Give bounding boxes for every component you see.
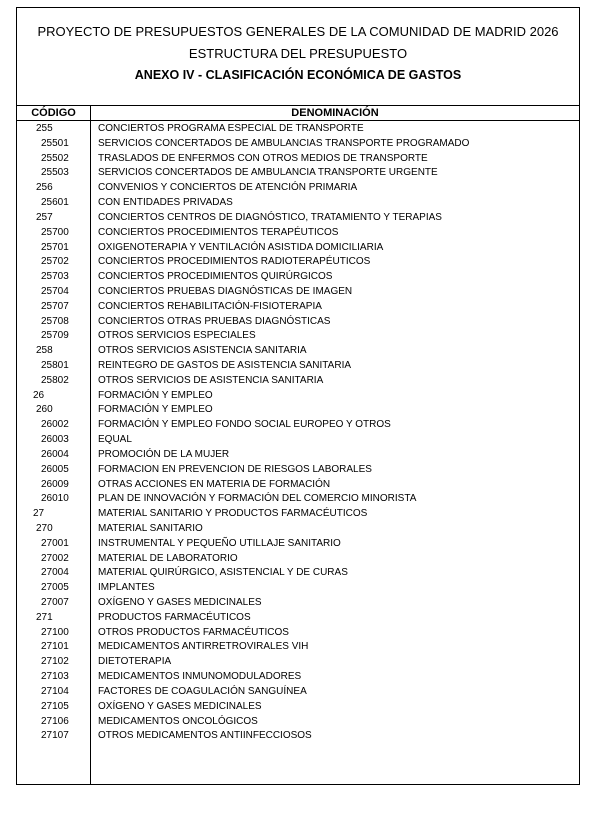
table-row [17, 448, 579, 463]
row-code: 256 [36, 182, 53, 194]
row-code: 25503 [41, 167, 69, 179]
row-denomination: DIETOTERAPIA [98, 656, 172, 668]
table-row [17, 403, 579, 418]
row-code: 25502 [41, 152, 69, 164]
row-denomination: PLAN DE INNOVACIÓN Y FORMACIÓN DEL COMERCIO MINORISTA [98, 493, 417, 505]
row-denomination: OTROS MEDICAMENTOS ANTIINFECCIOSOS [98, 730, 312, 742]
table-row [17, 463, 579, 478]
row-denomination: CON ENTIDADES PRIVADAS [98, 197, 233, 209]
column-header-denomination: DENOMINACIÓN [291, 107, 379, 119]
document-header [17, 8, 579, 103]
row-denomination: PROMOCIÓN DE LA MUJER [98, 448, 230, 460]
table-row [17, 522, 579, 537]
table-row [17, 359, 579, 374]
row-denomination: IMPLANTES [98, 582, 155, 594]
table-row [17, 241, 579, 256]
table-row [17, 226, 579, 241]
table-row [17, 389, 579, 404]
row-denomination: OTROS SERVICIOS ASISTENCIA SANITARIA [98, 345, 307, 357]
table-body [17, 122, 579, 744]
row-code: 260 [36, 404, 53, 416]
row-denomination: MATERIAL DE LABORATORIO [98, 552, 238, 564]
row-denomination: FACTORES DE COAGULACIÓN SANGUÍNEA [98, 685, 307, 697]
row-denomination: CONCIERTOS PROGRAMA ESPECIAL DE TRANSPORTE [98, 123, 364, 134]
row-code: 25708 [41, 315, 69, 327]
row-denomination: INSTRUMENTAL Y PEQUEÑO UTILLAJE SANITARIO [98, 537, 341, 549]
row-code: 26003 [41, 434, 69, 446]
table-row [17, 685, 579, 700]
row-code: 26010 [41, 493, 69, 505]
row-code: 27106 [41, 715, 69, 727]
row-denomination: CONCIERTOS PROCEDIMIENTOS QUIRÚRGICOS [98, 271, 333, 283]
table-row [17, 181, 579, 196]
row-denomination: REINTEGRO DE GASTOS DE ASISTENCIA SANITARIA [98, 360, 352, 371]
row-code: 270 [36, 522, 53, 534]
row-code: 27105 [41, 700, 69, 712]
row-denomination: OXIGENOTERAPIA Y VENTILACIÓN ASISTIDA DOMICILIARIA [98, 241, 384, 253]
row-denomination: MEDICAMENTOS INMUNOMODULADORES [98, 671, 302, 683]
table-row [17, 433, 579, 448]
table-row [17, 255, 579, 270]
row-denomination: MATERIAL SANITARIO [98, 522, 203, 534]
table-row [17, 329, 579, 344]
table-row [17, 315, 579, 330]
row-denomination: SERVICIOS CONCERTADOS DE AMBULANCIA TRANSPORTE URGENTE [98, 167, 438, 179]
row-code: 26004 [41, 448, 69, 460]
row-code: 258 [36, 345, 53, 357]
row-code: 27102 [41, 656, 69, 668]
document-page [16, 7, 580, 785]
row-denomination: OXÍGENO Y GASES MEDICINALES [98, 700, 262, 712]
row-code: 27004 [41, 567, 69, 579]
row-code: 27100 [41, 626, 69, 638]
row-denomination: CONCIERTOS OTRAS PRUEBAS DIAGNÓSTICAS [98, 315, 331, 327]
table-row [17, 655, 579, 670]
row-code: 25501 [41, 137, 69, 149]
table-row [17, 729, 579, 744]
row-code: 26002 [41, 419, 69, 431]
row-code: 27104 [41, 685, 69, 697]
row-code: 27101 [41, 641, 69, 653]
row-denomination: CONVENIOS Y CONCIERTOS DE ATENCIÓN PRIMARIA [98, 182, 358, 194]
table-row [17, 596, 579, 611]
table-row [17, 137, 579, 152]
row-denomination: MEDICAMENTOS ANTIRRETROVIRALES VIH [98, 641, 309, 653]
row-denomination: MATERIAL QUIRÚRGICO, ASISTENCIAL Y DE CURAS [98, 567, 348, 579]
row-denomination: FORMACIÓN Y EMPLEO [98, 404, 213, 416]
table-row [17, 715, 579, 730]
row-code: 27 [33, 508, 45, 520]
table-row [17, 285, 579, 300]
table-row [17, 700, 579, 715]
document-title: PROYECTO DE PRESUPUESTOS GENERALES DE LA COMUNIDAD DE MADRID 2026 [37, 24, 559, 39]
table-row [17, 300, 579, 315]
row-code: 27103 [41, 671, 69, 683]
row-denomination: CONCIERTOS PRUEBAS DIAGNÓSTICAS DE IMAGEN [98, 285, 353, 297]
document-subtitle: ESTRUCTURA DEL PRESUPUESTO [188, 46, 408, 61]
row-code: 26 [33, 389, 45, 401]
row-denomination: CONCIERTOS REHABILITACIÓN-FISIOTERAPIA [98, 300, 322, 312]
row-code: 26009 [41, 478, 69, 490]
table-row [17, 418, 579, 433]
row-denomination: TRASLADOS DE ENFERMOS CON OTROS MEDIOS DE TRANSPORTE [98, 152, 428, 164]
annex-title: ANEXO IV - CLASIFICACIÓN ECONÓMICA DE GASTOS [134, 68, 462, 82]
table-row [17, 537, 579, 552]
table-row [17, 211, 579, 226]
table-row [17, 270, 579, 285]
row-denomination: FORMACIÓN Y EMPLEO FONDO SOCIAL EUROPEO Y OTROS [98, 419, 391, 431]
table-row [17, 507, 579, 522]
row-code: 27007 [41, 597, 69, 608]
row-denomination: OTROS SERVICIOS DE ASISTENCIA SANITARIA [98, 374, 324, 386]
row-code: 25802 [41, 374, 69, 386]
row-denomination: CONCIERTOS PROCEDIMIENTOS TERAPÉUTICOS [98, 226, 339, 238]
row-code: 25709 [41, 330, 69, 342]
row-denomination: OTROS SERVICIOS ESPECIALES [98, 330, 256, 342]
row-denomination: EQUAL [98, 434, 132, 446]
row-denomination: CONCIERTOS PROCEDIMIENTOS RADIOTERAPÉUTICOS [98, 256, 371, 268]
row-code: 25700 [41, 226, 69, 238]
row-code: 27107 [41, 730, 69, 742]
table-row [17, 122, 579, 137]
row-code: 27002 [41, 552, 69, 564]
table-row [17, 492, 579, 507]
row-code: 271 [36, 611, 53, 623]
row-denomination: SERVICIOS CONCERTADOS DE AMBULANCIAS TRANSPORTE PROGRAMADO [98, 137, 470, 149]
row-code: 25704 [41, 285, 69, 297]
table-header [17, 105, 579, 121]
table-row [17, 478, 579, 493]
row-code: 26005 [41, 463, 69, 475]
table-row [17, 374, 579, 389]
row-denomination: CONCIERTOS CENTROS DE DIAGNÓSTICO, TRATAMIENTO Y TERAPIAS [98, 211, 442, 223]
table-row [17, 670, 579, 685]
row-code: 25707 [41, 300, 69, 312]
column-header-code: CÓDIGO [31, 107, 76, 119]
row-code: 25703 [41, 271, 69, 283]
row-code: 27005 [41, 582, 69, 594]
row-denomination: OTRAS ACCIONES EN MATERIA DE FORMACIÓN [98, 478, 331, 490]
table-row [17, 344, 579, 359]
table-row [17, 166, 579, 181]
table-row [17, 196, 579, 211]
table-row [17, 552, 579, 567]
table-row [17, 581, 579, 596]
row-denomination: OXÍGENO Y GASES MEDICINALES [98, 597, 262, 608]
row-code: 25601 [41, 197, 69, 209]
row-code: 255 [36, 123, 53, 134]
row-code: 27001 [41, 537, 69, 549]
row-code: 25701 [41, 241, 69, 253]
row-code: 257 [36, 211, 53, 223]
row-code: 25702 [41, 256, 69, 268]
table-row [17, 626, 579, 641]
table-row [17, 640, 579, 655]
row-denomination: PRODUCTOS FARMACÉUTICOS [98, 611, 251, 623]
row-denomination: MEDICAMENTOS ONCOLÓGICOS [98, 715, 258, 727]
row-denomination: OTROS PRODUCTOS FARMACÉUTICOS [98, 626, 289, 638]
row-denomination: FORMACION EN PREVENCION DE RIESGOS LABORALES [98, 463, 372, 475]
table-row [17, 566, 579, 581]
table-row [17, 152, 579, 167]
row-code: 25801 [41, 360, 69, 371]
row-denomination: MATERIAL SANITARIO Y PRODUCTOS FARMACÉUTICOS [98, 508, 368, 520]
table-row [17, 611, 579, 626]
row-denomination: FORMACIÓN Y EMPLEO [98, 389, 213, 401]
